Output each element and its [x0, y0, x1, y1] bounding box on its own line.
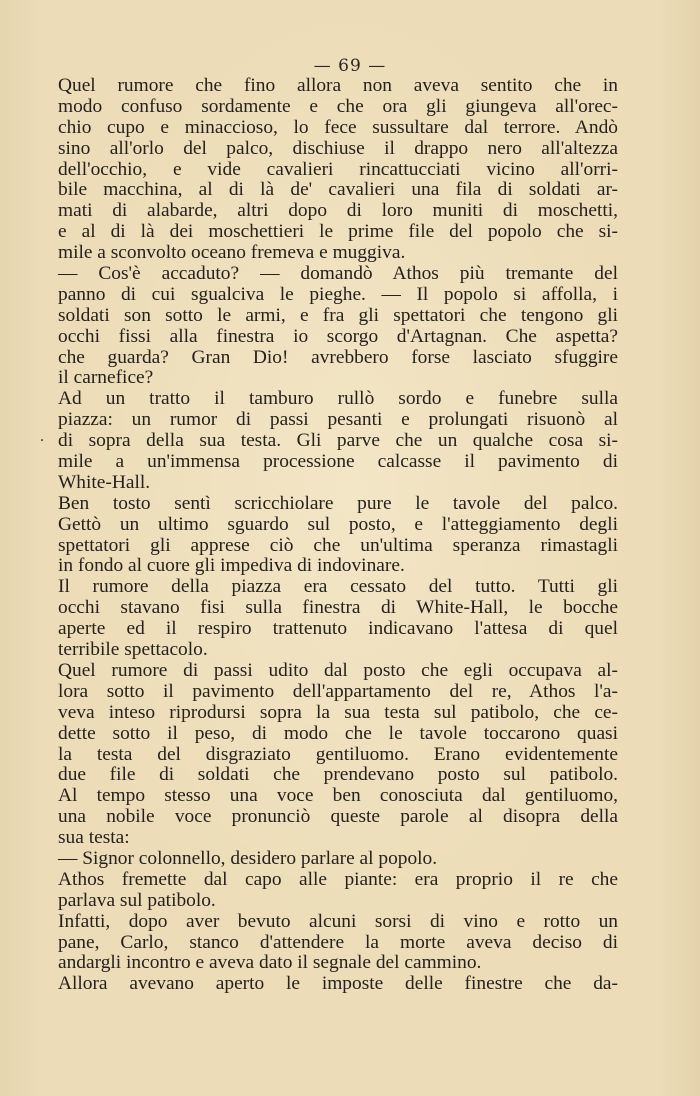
text-line: spettatori gli apprese ciò che un'ultima speranza rimastagli	[58, 534, 618, 556]
text-line: mile a un'immensa processione calcasse il pavimento di	[58, 451, 618, 473]
text-line: due file di soldati che prendevano posto sul patibolo.	[58, 764, 618, 786]
text-line: parlava sul patibolo.	[58, 889, 216, 911]
text-line: di sopra della sua testa. Gli parve che un qualche cosa si-	[58, 430, 618, 452]
text-line: Al tempo stesso una voce ben conosciuta dal gentiluomo,	[58, 785, 618, 807]
text-line: — Signor colonnello, desidero parlare al popolo.	[58, 847, 438, 869]
text-line: modo confuso sordamente e che ora gli giungeva all'orec-	[58, 95, 618, 117]
body-text	[58, 76, 618, 995]
text-line: il carnefice?	[58, 367, 154, 389]
text-line: una nobile voce pronunciò queste parole al disopra della	[58, 806, 618, 828]
text-line: piazza: un rumor di passi pesanti e prolungati risuonò al	[58, 409, 618, 431]
text-line: che guarda? Gran Dio! avrebbero forse lasciato sfuggire	[58, 346, 618, 368]
text-line: Ad un tratto il tamburo rullò sordo e funebre sulla	[58, 388, 618, 410]
text-line: panno di cui sgualciva le pieghe. — Il popolo si affolla, i	[58, 283, 618, 305]
text-line: Athos fremette dal capo alle piante: era proprio il re che	[58, 868, 618, 890]
text-line: — Cos'è accaduto? — domandò Athos più tremante del	[58, 263, 618, 285]
text-line: occhi fissi alla finestra io scorgo d'Artagnan. Che aspetta?	[58, 325, 618, 347]
text-line: e al di là dei moschettieri le prime file del popolo che si-	[58, 221, 618, 243]
text-line: dell'occhio, e vide cavalieri rincattucciati vicino all'orri-	[58, 158, 618, 180]
text-line: Il rumore della piazza era cessato del tutto. Tutti gli	[58, 576, 618, 598]
text-line: dette sotto il peso, di modo che le tavole toccarono quasi	[58, 722, 618, 744]
text-line: la testa del disgraziato gentiluomo. Erano evidentemente	[58, 743, 618, 765]
text-line: chio cupo e minaccioso, lo fece sussultare dal terrore. Andò	[58, 116, 618, 138]
text-line: Infatti, dopo aver bevuto alcuni sorsi di vino e rotto un	[58, 910, 618, 932]
text-line: pane, Carlo, stanco d'attendere la morte aveva deciso di	[58, 931, 618, 953]
text-line: Quel rumore che fino allora non aveva sentito che in	[58, 75, 618, 96]
text-line: soldati son sotto le armi, e fra gli spettatori che tengono gli	[58, 304, 618, 326]
text-line: Ben tosto sentì scricchiolare pure le tavole del palco.	[58, 492, 618, 514]
text-line: in fondo al cuore gli impediva di indovinare.	[58, 555, 405, 577]
text-line: mile a sconvolto oceano fremeva e muggiva.	[58, 242, 406, 264]
text-line: sino all'orlo del palco, dischiuse il drappo nero all'altezza	[58, 137, 618, 159]
text-line: andargli incontro e aveva dato il segnale del cammino.	[58, 952, 482, 974]
text-line: occhi stavano fisi sulla finestra di White-Hall, le bocche	[58, 597, 618, 619]
text-line: White-Hall.	[58, 471, 151, 493]
text-line: terribile spettacolo.	[58, 639, 208, 661]
text-line: Quel rumore di passi udito dal posto che egli occupava al-	[58, 659, 618, 681]
text-line: bile macchina, al di là de' cavalieri una fila di soldati ar-	[58, 179, 618, 201]
text-line: aperte ed il respiro trattenuto indicavano l'attesa di quel	[58, 618, 618, 640]
text-line: mati di alabarde, altri dopo di loro muniti di moschetti,	[58, 200, 618, 222]
text-line: veva inteso riprodursi sopra la sua testa sul patibolo, che ce-	[58, 701, 618, 723]
text-line: Gettò un ultimo sguardo sul posto, e l'atteggiamento degli	[58, 513, 618, 535]
margin-mark: .	[40, 428, 44, 445]
text-line: sua testa:	[58, 827, 130, 849]
text-line: lora sotto il pavimento dell'appartamento del re, Athos l'a-	[58, 680, 618, 702]
text-line: Allora avevano aperto le imposte delle finestre che da-	[58, 973, 618, 995]
page-number: — 69 —	[313, 56, 387, 76]
